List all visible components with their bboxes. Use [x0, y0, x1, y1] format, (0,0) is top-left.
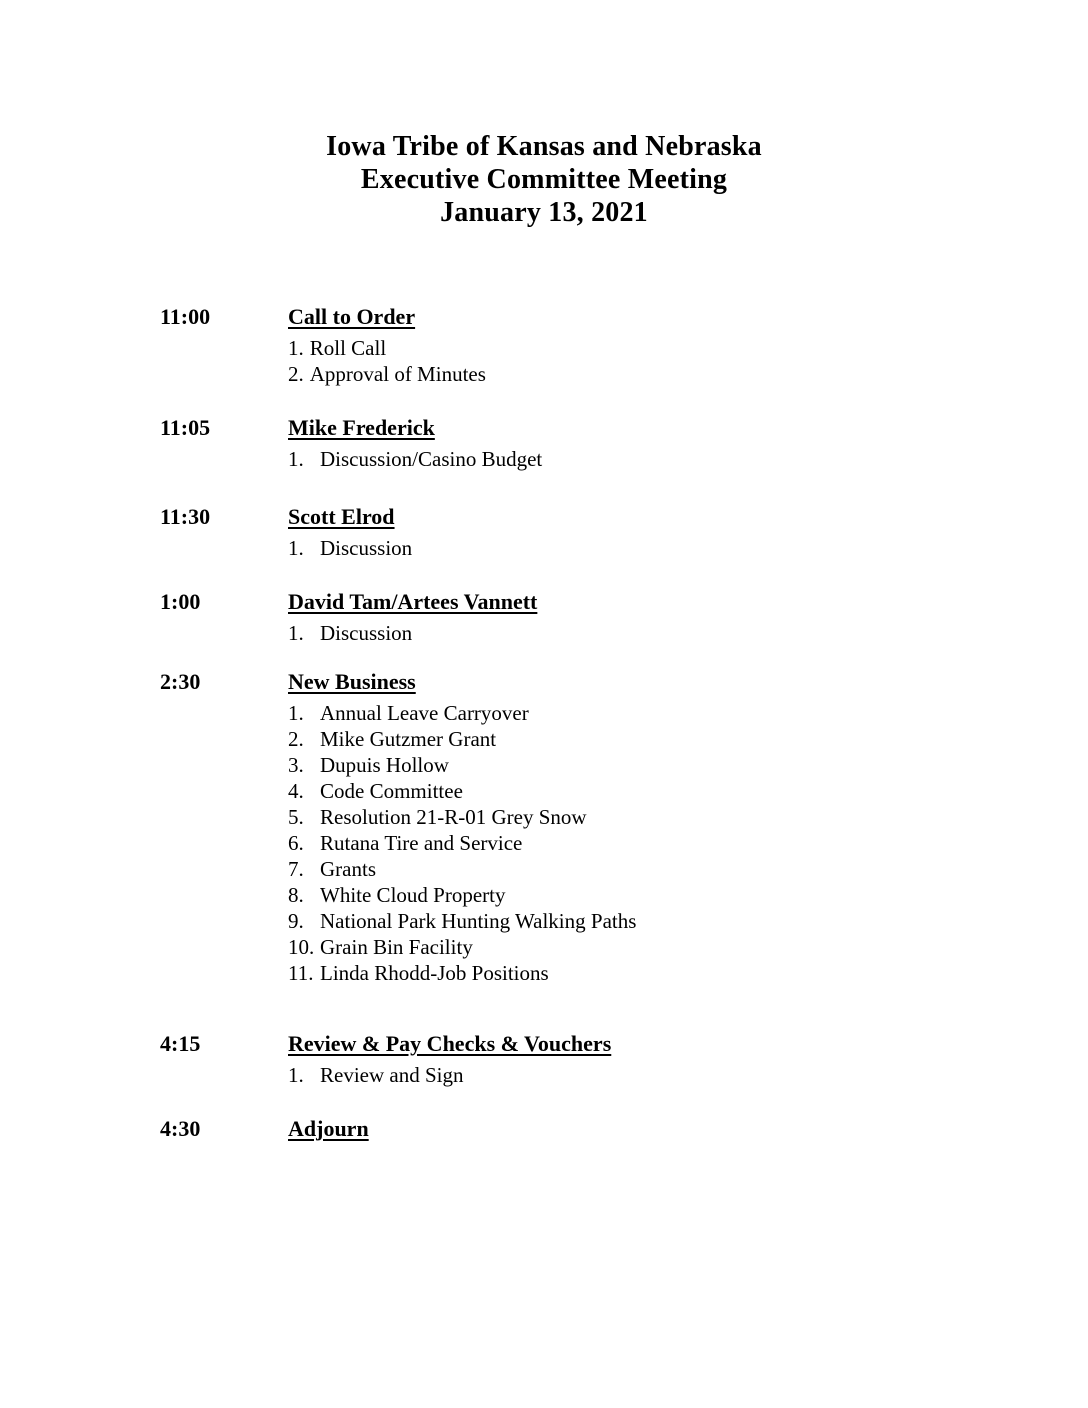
agenda-item-number: 5.	[288, 805, 304, 829]
agenda-item-number: 1.	[288, 1063, 304, 1087]
agenda-item-text: Roll Call	[309, 336, 387, 360]
section-items	[288, 535, 1088, 561]
agenda-item-text: Discussion	[320, 621, 413, 645]
agenda-item-text: Linda Rhodd-Job Positions	[320, 961, 549, 985]
agenda-section	[160, 302, 1088, 387]
agenda-item	[288, 335, 1088, 361]
agenda-item	[288, 446, 1088, 472]
agenda-item-number: 1.	[288, 447, 304, 471]
agenda-item	[288, 778, 1088, 804]
section-heading: Adjourn	[288, 1116, 369, 1141]
section-time: 4:30	[160, 1116, 201, 1141]
agenda-item-number: 1.	[288, 536, 304, 560]
agenda-item-text: Review and Sign	[320, 1063, 464, 1087]
agenda-item	[288, 830, 1088, 856]
agenda-item-number: 2.	[288, 362, 304, 386]
section-items	[288, 335, 1088, 387]
section-time: 11:00	[160, 304, 211, 329]
agenda-item-text: Mike Gutzmer Grant	[320, 727, 497, 751]
section-content	[288, 302, 1088, 387]
agenda-item-text: Code Committee	[320, 779, 463, 803]
section-heading: David Tam/Artees Vannett	[288, 589, 538, 614]
agenda-item-text: Resolution 21-R-01 Grey Snow	[320, 805, 587, 829]
agenda-item-number: 3.	[288, 753, 304, 777]
section-content	[288, 413, 1088, 472]
section-heading: Mike Frederick	[288, 415, 435, 440]
section-content	[288, 502, 1088, 561]
section-items	[288, 700, 1088, 986]
section-heading: Scott Elrod	[288, 504, 395, 529]
agenda-item	[288, 882, 1088, 908]
agenda-item-number: 7.	[288, 857, 304, 881]
agenda-item	[288, 535, 1088, 561]
title-line-2: Executive Committee Meeting	[360, 164, 728, 195]
agenda-item-text: Rutana Tire and Service	[320, 831, 523, 855]
agenda-item-number: 11.	[288, 961, 314, 985]
agenda-item-number: 8.	[288, 883, 304, 907]
agenda-item-text: Discussion	[320, 536, 413, 560]
agenda-item-text: National Park Hunting Walking Paths	[320, 909, 637, 933]
section-items	[288, 1062, 1088, 1088]
section-content	[288, 667, 1088, 986]
agenda-item-number: 1.	[288, 336, 304, 360]
section-time: 11:30	[160, 504, 211, 529]
agenda-item-number: 4.	[288, 779, 304, 803]
section-heading: New Business	[288, 669, 416, 694]
agenda-item	[288, 908, 1088, 934]
agenda-item-number: 1.	[288, 701, 304, 725]
agenda-section	[160, 413, 1088, 472]
agenda-item-number: 1.	[288, 621, 304, 645]
agenda-item-text: Grain Bin Facility	[320, 935, 473, 959]
section-time: 1:00	[160, 589, 201, 614]
agenda-item-text: White Cloud Property	[320, 883, 506, 907]
agenda-section	[160, 1029, 1088, 1088]
agenda-item-text: Grants	[320, 857, 376, 881]
agenda-item	[288, 1062, 1088, 1088]
section-content	[288, 587, 1088, 646]
section-content	[288, 1029, 1088, 1088]
agenda-item-text: Approval of Minutes	[309, 362, 486, 386]
agenda-item-number: 2.	[288, 727, 304, 751]
agenda-item	[288, 856, 1088, 882]
agenda-item-text: Dupuis Hollow	[320, 753, 449, 777]
agenda-item-number: 10.	[288, 935, 315, 959]
section-time: 11:05	[160, 415, 211, 440]
section-time: 2:30	[160, 669, 201, 694]
agenda-section	[160, 502, 1088, 561]
title-line-1: Iowa Tribe of Kansas and Nebraska	[326, 131, 762, 162]
agenda-item	[288, 804, 1088, 830]
agenda-item	[288, 361, 1088, 387]
section-heading: Review & Pay Checks & Vouchers	[288, 1031, 612, 1056]
section-content	[288, 1114, 1088, 1147]
agenda-section	[160, 667, 1088, 986]
section-heading: Call to Order	[288, 304, 416, 329]
agenda-section	[160, 587, 1088, 646]
agenda-section	[160, 1114, 1088, 1147]
section-items	[288, 446, 1088, 472]
agenda-item	[288, 752, 1088, 778]
agenda-item	[288, 934, 1088, 960]
agenda-item-text: Discussion/Casino Budget	[320, 447, 543, 471]
agenda-item	[288, 960, 1088, 986]
agenda-item	[288, 700, 1088, 726]
agenda-item-number: 6.	[288, 831, 304, 855]
title-line-3: January 13, 2021	[440, 197, 648, 228]
document-title	[0, 0, 1088, 229]
section-items	[288, 620, 1088, 646]
section-time: 4:15	[160, 1031, 201, 1056]
agenda-item	[288, 620, 1088, 646]
agenda-item-text: Annual Leave Carryover	[320, 701, 529, 725]
agenda-item-number: 9.	[288, 909, 304, 933]
agenda	[0, 302, 1088, 1147]
agenda-item	[288, 726, 1088, 752]
